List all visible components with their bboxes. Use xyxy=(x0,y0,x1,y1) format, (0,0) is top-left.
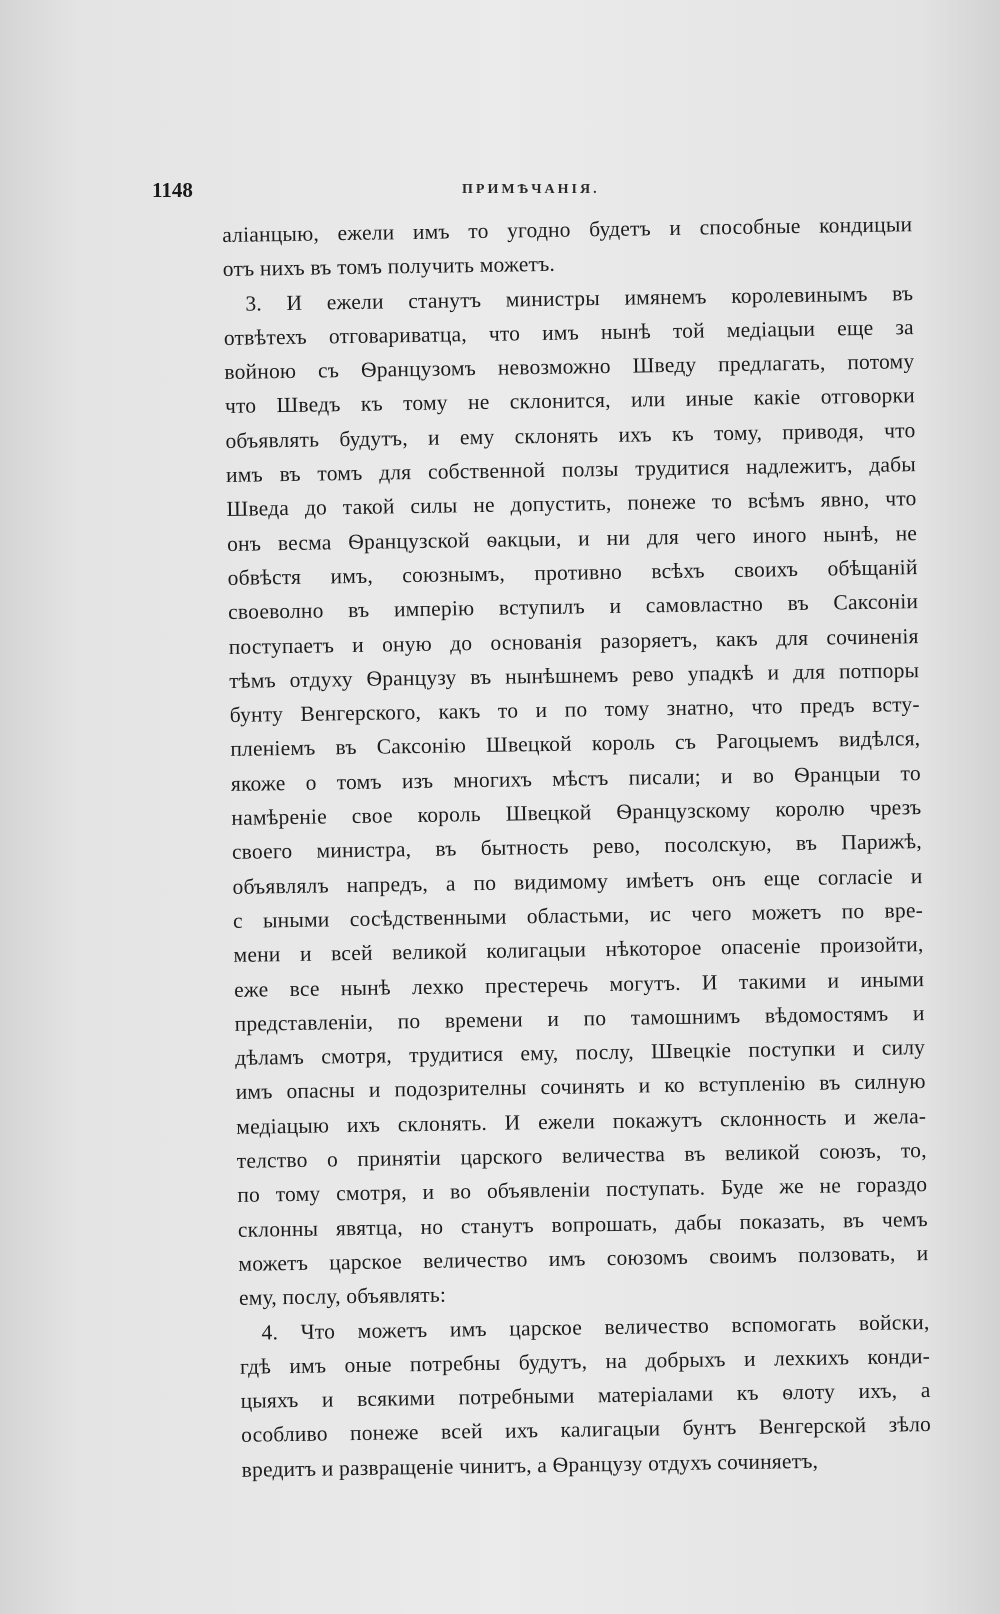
text-line: поступаетъ и оную до основанія разоряетъ, какъ для сочиненія xyxy=(228,623,919,659)
page-number: 1148 xyxy=(152,178,193,202)
text-line: еже все нынѣ лехко престеречь могутъ. И такими и иными xyxy=(233,966,925,1002)
text-line: Шведа до такой силы не допустить, понеже то всѣмъ явно, что xyxy=(226,486,917,522)
text-line: по тому смотря, и во объявленіи поступать. Буде же не гораздо xyxy=(237,1172,928,1208)
text-line: имъ опасны и подозрителны сочинять и ко вступленію въ силную xyxy=(235,1069,926,1105)
text-line: что Шведъ къ тому не склонится, или иные какіе отговорки xyxy=(224,383,916,419)
text-line: с ыными сосѣдственными областьми, ис чего можетъ по вре- xyxy=(232,898,924,933)
page-header xyxy=(152,174,912,204)
text-line: цыяхъ и всякими потребными матеріалами къ ѳлоту ихъ, а xyxy=(240,1378,931,1413)
text-line: пленіемъ въ Саксонію Швецкой король съ Рагоцыемъ видѣлся, xyxy=(230,726,921,762)
text-line: своего министра, въ бытность рево, посолскую, въ Парижѣ, xyxy=(231,829,923,865)
running-title: ПРИМѢЧАНІЯ. xyxy=(462,182,600,197)
paragraph xyxy=(223,276,929,1316)
text-line: отвѣтехъ отговариватца, что имъ нынѣ той медіацыи еще за xyxy=(223,315,914,350)
paragraph xyxy=(222,207,913,286)
text-line: объявлялъ напредъ, а по видимому имѣетъ онъ еще согласіе и xyxy=(232,863,923,899)
text-line: 4. Что можетъ имъ царское величество вспомогать войски, xyxy=(261,1309,930,1345)
text-line: тѣмъ отдуху Ѳранцузу въ нынѣшнемъ рево упадкѣ и для потпоры xyxy=(229,657,920,693)
text-line: ему, послу, объявлять: xyxy=(238,1282,447,1311)
text-line: 3. И ежели станутъ министры имянемъ королевинымъ въ xyxy=(245,280,914,316)
text-line: онъ весма Ѳранцузской ѳакцыи, и ни для чего иного нынѣ, не xyxy=(226,520,918,556)
text-line: объявлять будутъ, и ему склонять ихъ къ тому, приводя, что xyxy=(225,417,916,453)
text-line: склонны явятца, но станутъ вопрошать, дабы показать, въ чемъ xyxy=(237,1206,928,1242)
text-line: телство о принятіи царского величества въ великой союзъ, то, xyxy=(236,1138,927,1173)
text-line: мени и всей великой колигацыи нѣкоторое опасеніе произойти, xyxy=(233,932,924,968)
text-line: медіацыю ихъ склонять. И ежели покажутъ склонность и жела- xyxy=(236,1103,927,1139)
text-line: своеволно въ имперію вступилъ и самовластно въ Саксоніи xyxy=(228,589,919,625)
text-line: дѣламъ смотря, трудитися ему, послу, Швецкіе поступки и силу xyxy=(235,1035,926,1071)
paragraph xyxy=(239,1305,932,1487)
text-line: особливо понеже всей ихъ калигацыи бунтъ Венгерской зѣло xyxy=(240,1412,932,1448)
text-line: войною съ Ѳранцузомъ невозможно Шведу предлагать, потому xyxy=(224,349,915,385)
text-line: аліанцыю, ежели имъ то угодно будетъ и способные кондицыи xyxy=(222,212,913,247)
text-line: намѣреніе свое король Швецкой Ѳранцузскому королю чрезъ xyxy=(231,795,922,830)
text-line: можетъ царское величество имъ союзомъ своимъ ползовать, и xyxy=(238,1240,929,1276)
body-text xyxy=(222,207,932,1487)
text-line: якоже о томъ изъ многихъ мѣстъ писали; и во Ѳранцыи то xyxy=(230,760,921,796)
text-line: обвѣстя имъ, союзнымъ, противно всѣхъ своихъ обѣщаній xyxy=(227,555,918,590)
text-line: отъ нихъ въ томъ получить можетъ. xyxy=(222,252,556,282)
text-line: вредитъ и развращеніе чинитъ, а Ѳранцузу отдухъ сочиняетъ, xyxy=(241,1448,819,1482)
text-line: представленіи, по времени и по тамошнимъ вѣдомостямъ и xyxy=(234,1000,925,1036)
text-line: бунту Венгерского, какъ то и по тому знатно, что предъ всту- xyxy=(229,692,920,728)
text-line: имъ въ томъ для собственной ползы трудитися надлежитъ, дабы xyxy=(225,452,917,488)
text-line: гдѣ имъ оные потребны будутъ, на добрыхъ и лехкихъ конди- xyxy=(239,1343,931,1379)
